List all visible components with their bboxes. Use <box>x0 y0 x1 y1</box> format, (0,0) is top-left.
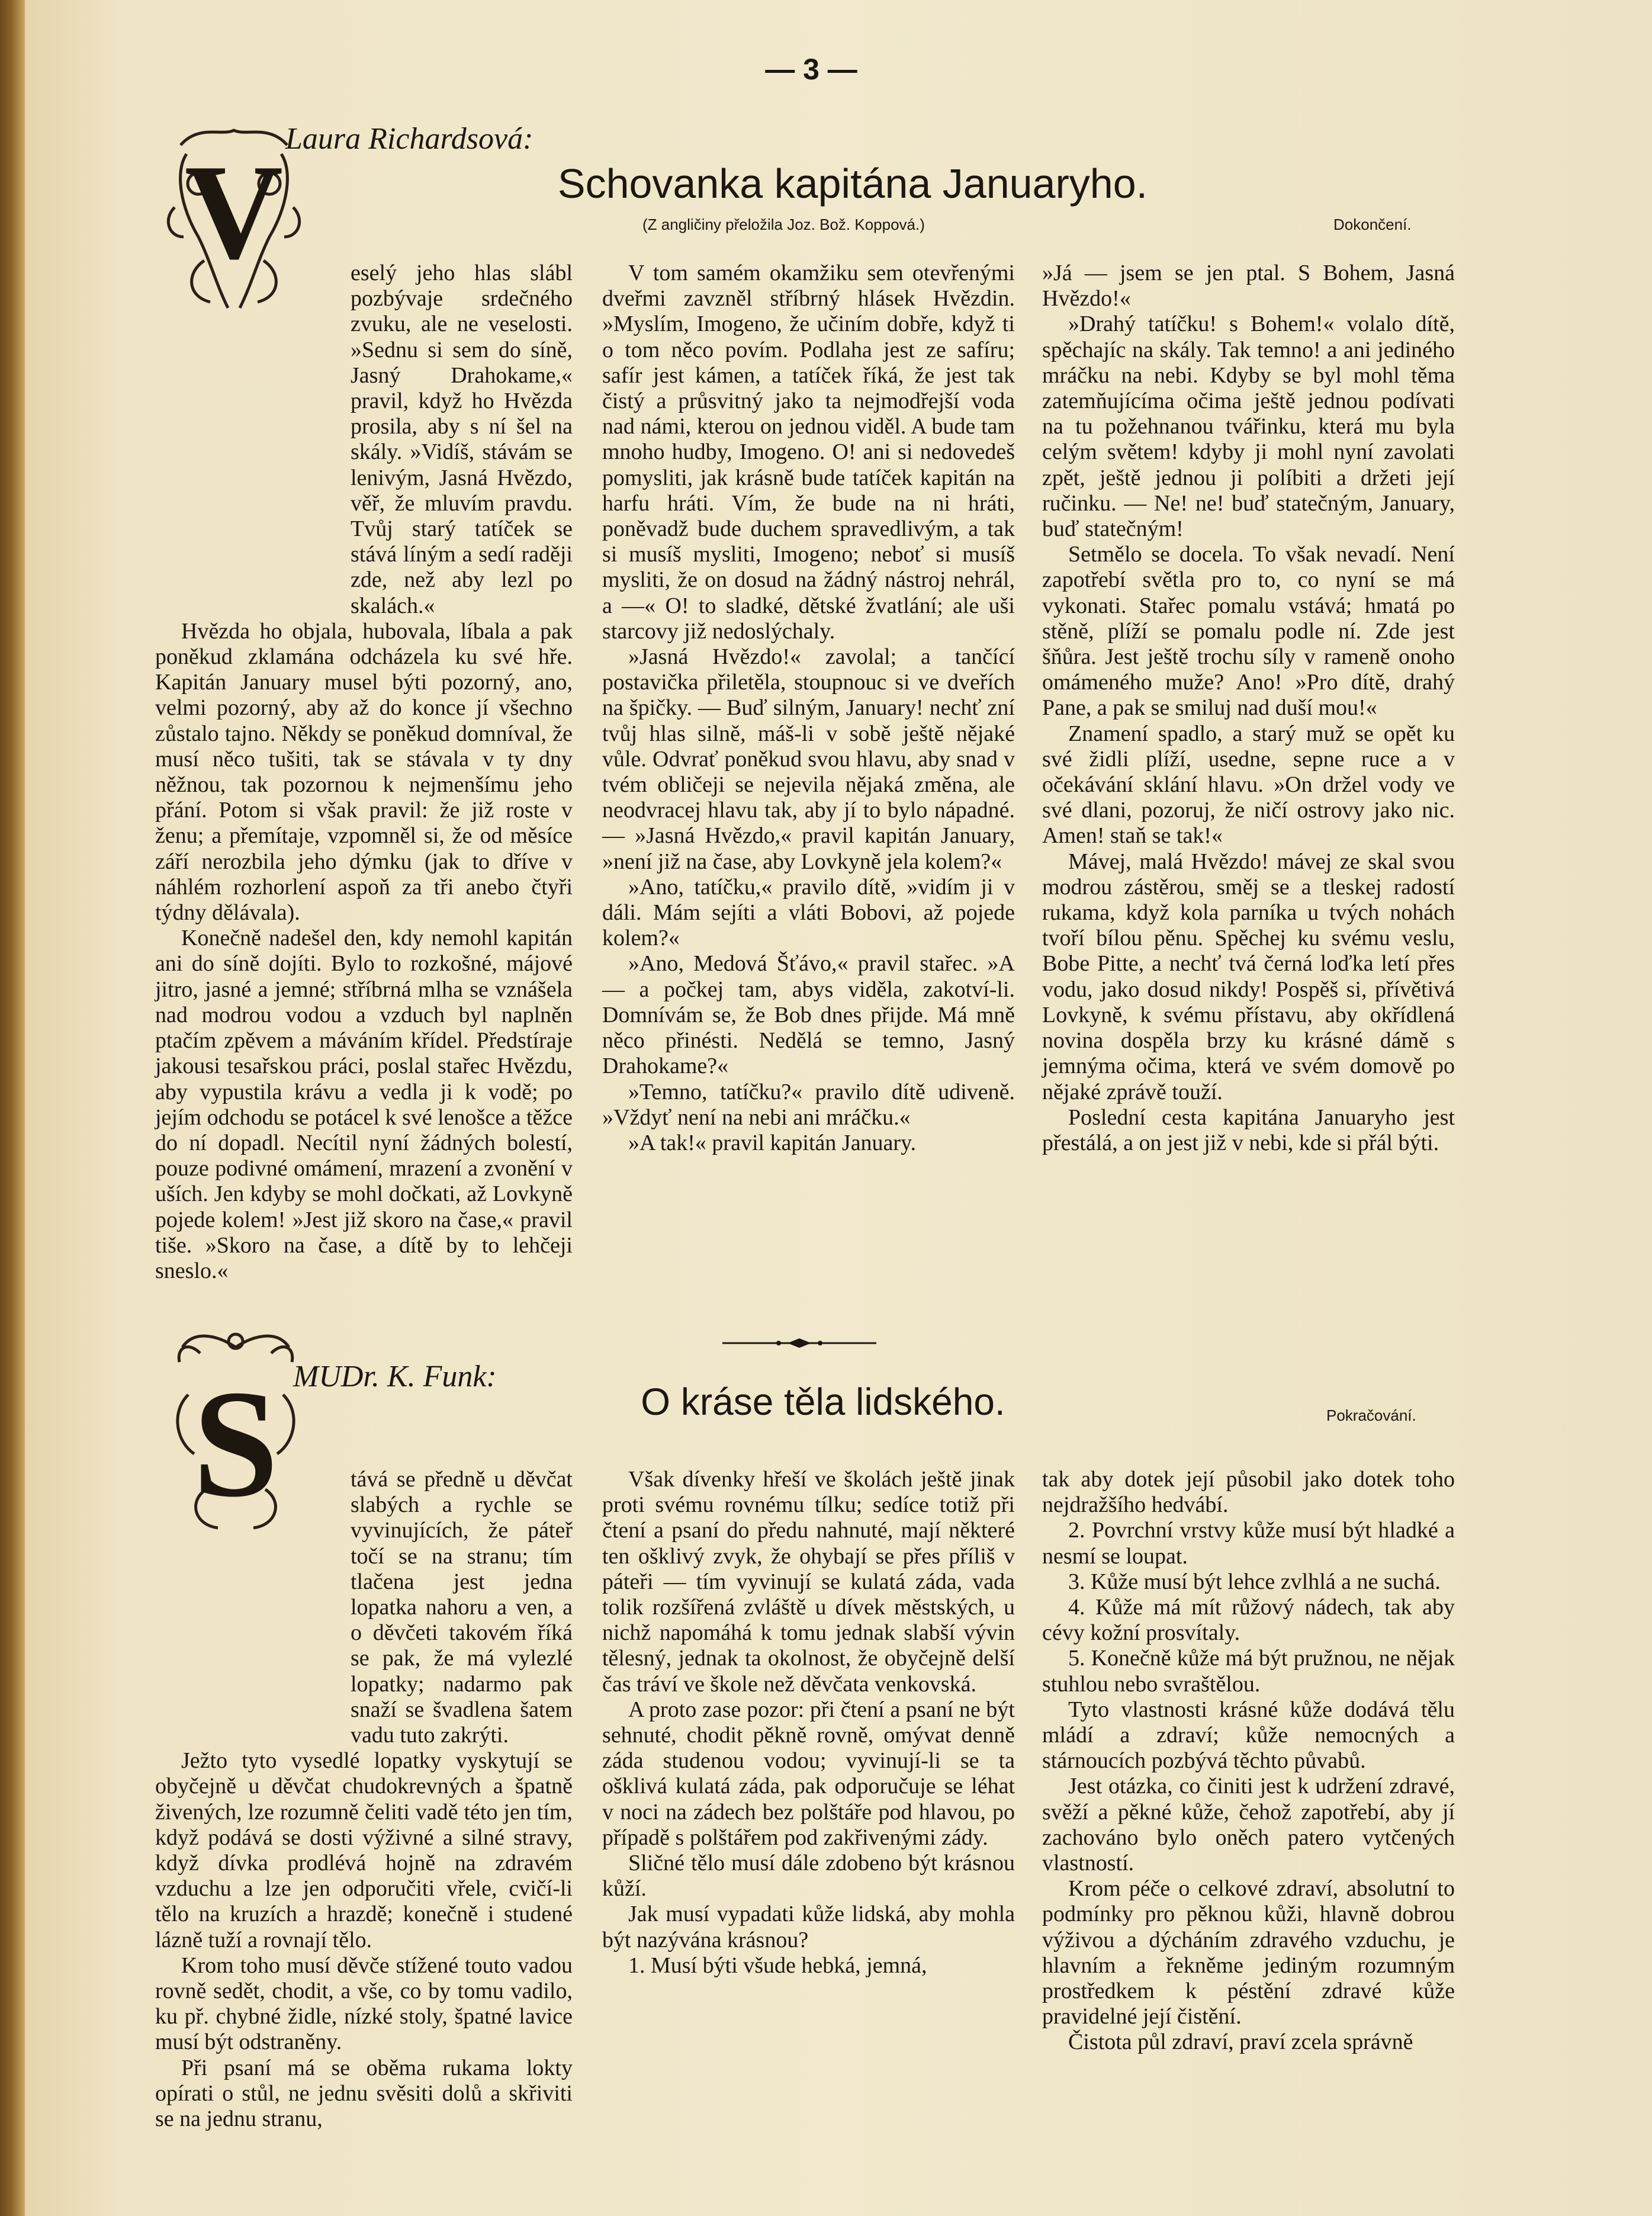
article1-title: Schovanka kapitána Januaryho. <box>557 160 1148 207</box>
paragraph: Sličné tělo musí dále zdobeno být krásnou kůží. <box>602 1851 1015 1902</box>
initial-letter: V <box>184 136 284 287</box>
ornamental-divider <box>722 1337 876 1349</box>
article1-author: Laura Richardsová: <box>285 122 533 156</box>
paragraph: »Já — jsem se jen ptal. S Bohem, Jasná Hvězdo!« <box>1042 261 1455 311</box>
paragraph: »Drahý tatíčku! s Bohem!« volalo dítě, spěchajíc na skály. Tak temno! a ani jediného mráčku na nebi. Kdyby se byl mohl těma zatemňujícíma očima ještě jednou podívati na tu požehnanou tvářinku, která mu byla celým světem! kdyby ji mohl nyní zavolati zpět, ještě jednou ji políbiti a držeti její ručinku. — Ne! ne! buď statečným, January, buď statečným! <box>1042 311 1455 542</box>
page-number: — 3 — <box>765 53 857 86</box>
initial-letter: S <box>192 1358 279 1529</box>
paragraph: 3. Kůže musí být lehce zvlhlá a ne suchá. <box>1068 1569 1441 1594</box>
paragraph: Jak musí vypadati kůže lidská, aby mohla být nazývána krásnou? <box>602 1902 1015 1952</box>
paragraph: Jest otázka, co činiti jest k udržení zdravé, svěží a pěkné kůže, čehož zapotřebí, aby jí zachováno bylo oněch patero vytčených vlastností. <box>1042 1774 1455 1876</box>
article2-column-2 <box>602 1467 1015 1979</box>
article2-author: MUDr. K. Funk: <box>293 1360 497 1393</box>
paragraph: Mávej, malá Hvězdo! mávej ze skal svou modrou zástěrou, směj se a tleskej radostí rukama, když kola parníka u tvých nohách tvoří bílou pěnu. Spěchej ku svému veslu, Bobe Pitte, a nechť tvá černá loďka letí přes vodu, jako dosud nikdy! Pospěš si, přívětivá Lovkyně, k svému přístavu, aby okřídlená novina dospěla brzy ku krásné dámě s jemnýma očima, která ve svém domově po nějaké zprávě touží. <box>1042 849 1455 1104</box>
paragraph: 4. Kůže má mít růžový nádech, tak aby cévy kožní prosvítaly. <box>1042 1595 1455 1646</box>
article2-continuation: Pokračování. <box>1326 1406 1416 1424</box>
paragraph: Poslední cesta kapitána Januaryho jest přestálá, a on jest již v nebi, kde si přál býti. <box>1042 1104 1455 1155</box>
paragraph: tává se předně u děvčat slabých a rychle se vyvinujících, že páteř točí se na stranu; tím tlačena jest jedna lopatka nahoru a ven, a o děvčeti takovém říká se pak, že má vylezlé lopatky; nadarmo pak snaží se švadlena šatem vadu tuto zakrýti. <box>351 1467 573 1748</box>
paragraph: V tom samém okamžiku sem otevřenými dveřmi zavzněl stříbrný hlásek Hvězdin. »Myslím, Imogeno, že učiním dobře, když ti o tom něco povím. Podlaha jest ze safíru; safír jest kámen, a tatíček říká, že jest tak čistý a průsvitný jako ta nejmodřejší voda nad námi, kterou on jednou viděl. A bude tam mnoho hudby, Imogeno. O! ani si nedovedeš pomysliti, jak krásně bude tatíček kapitán na harfu hráti. Vím, že bude na ni hráti, poněvadž bude duchem spravedlivým, a tak si musíš mysliti, Imogeno; neboť si musíš mysliti, že on dosud na žádný nástroj nehrál, a —« O! to sladké, dětské žvatlání; ale uši starcovy již nedoslýchaly. <box>602 261 1015 644</box>
paragraph: tak aby dotek její působil jako dotek toho nejdražšího hedvábí. <box>1042 1467 1455 1518</box>
article2-title: O kráse těla lidského. <box>641 1380 1005 1423</box>
paragraph: »Temno, tatíčku?« pravilo dítě udiveně. »Vždyť není na nebi ani mráčku.« <box>602 1079 1015 1130</box>
paragraph: »Jasná Hvězdo!« zavolal; a tančící postavička přiletěla, stoupnouc si ve dveřích na špičky. — Buď silným, January! nechť zní tvůj hlas silně, máš-li v sobě ještě nějaké vůle. Odvrať poněkud svou hlavu, aby snad v tvém obličeji se nejevila nějaká změna, ale neodvracej hlavu tak, aby jí to bylo nápadné. — »Jasná Hvězdo,« pravil kapitán January, »není již na čase, aby Lovkyně jela kolem?« <box>602 644 1015 874</box>
article2-column-3 <box>1042 1467 1455 2056</box>
paragraph: Krom péče o celkové zdraví, absolutní to podmínky pro pěknou kůži, hlavně dobrou výživou a dýcháním zdravého vzduchu, je hlavním a řekněme jediným rozumným prostředkem k péstění zdravé kůže pravidelné její čistění. <box>1042 1876 1455 2029</box>
paragraph: Setmělo se docela. To však nevadí. Není zapotřebí světla pro to, co nyní se má vykonati. Stařec pomalu vstává; hmatá po stěně, plíží se pomalu podle ní. Zde jest šňůra. Jest ještě trochu síly v rameně onoho omámeného muže? Ano! »Pro dítě, drahý Pane, a pak se smiluj nad duší mou!« <box>1042 542 1455 721</box>
paragraph: »Ano, Medová Šťávo,« pravil stařec. »A — a počkej tam, abys viděla, zakotví-li. Domnívám se, že Bob dnes přijde. Má mně něco přinésti. Nedělá se temno, Jasný Drahokame?« <box>602 951 1015 1079</box>
paragraph: 5. Konečně kůže má být pružnou, ne nějak stuhlou nebo svraštělou. <box>1042 1646 1455 1697</box>
article1-continuation: Dokončení. <box>1333 216 1412 233</box>
paragraph: Tyto vlastnosti krásné kůže dodává tělu mládí a zdraví; kůže nemocných a stárnoucích pozbývá těchto půvabů. <box>1042 1697 1455 1774</box>
article2-column-1 <box>155 1467 573 2132</box>
article1-column-2 <box>602 261 1015 1156</box>
paragraph: Při psaní má se oběma rukama lokty opírati o stůl, ne jednu svěsiti dolů a skřiviti se na jednu stranu, <box>155 2055 573 2132</box>
article1-column-1 <box>155 261 573 1284</box>
paragraph: »A tak!« pravil kapitán January. <box>628 1130 917 1155</box>
paragraph: 1. Musí býti všude hebká, jemná, <box>628 1952 927 1978</box>
book-spine <box>0 0 25 2216</box>
paragraph: Ježto tyto vysedlé lopatky vyskytují se obyčejně u děvčat chudokrevných a špatně živených, lze rozumně čeliti vadě této jen tím, když podává se dosti výživné a silné stravy, když dívka prodlévá hojně na zdravém vzduchu a lze jen odporučiti vřele, cvičí-li tělo na kruzích a hrazdě; konečně i studené lázně tuží a rovnají tělo. <box>155 1748 573 1952</box>
paragraph: Krom toho musí děvče stížené touto vadou rovně sedět, chodit, a vše, co by tomu vadilo, ku př. chybné židle, nízké stoly, špatné lavice musí být odstraněny. <box>155 1952 573 2055</box>
paragraph: Čistota půl zdraví, praví zcela správně <box>1068 2029 1413 2055</box>
paragraph: Hvězda ho objala, hubovala, líbala a pak poněkud zklamána odcházela ku své hře. Kapitán January musel býti pozorný, ano, velmi pozorný, aby až do konce jí všechno zůstalo tajno. Někdy se poněkud domníval, že musí něco tušiti, tak se stávala v ty dny něžnou, tak pozornou k nejmenšímu jeho přání. Potom si však pravil: že již roste v ženu; a přemítaje, vzpomněl si, že od měsíce září nerozbila jeho dýmku (jak to dříve v náhlém rozhorlení aspoň za tři anebo čtyři týdny dělávala). <box>155 618 573 926</box>
paragraph: »Ano, tatíčku,« pravilo dítě, »vidím ji v dáli. Mám sejíti a vláti Bobovi, až pojede kolem?« <box>602 874 1015 951</box>
paragraph: Konečně nadešel den, kdy nemohl kapitán ani do síně dojíti. Bylo to rozkošné, májové jitro, jasné a jemné; stříbrná mlha se vznášela nad modrou vodou a vzduch byl naplněn ptačím zpěvem a máváním křídel. Předstíraje jakousi tesařskou práci, poslal stařec Hvězdu, aby vypustila krávu a vedla ji k vodě; po jejím odchodu se potácel k své lenošce a těžce do ní dopadl. Necítil nyní žádných bolestí, pouze podivné omámení, mrazení a zvonění v uších. Jen kdyby se mohl dočkati, až Lovkyně pojede kolem! »Jest již skoro na čase,« pravil tiše. »Skoro na čase, a dítě by to lehčeji sneslo.« <box>155 926 573 1283</box>
paragraph: A proto zase pozor: při čtení a psaní ne být sehnuté, chodit pěkně rovně, omývat denně záda studenou vodou; vyvinují-li se ta ošklivá kulatá záda, pak odporučuje se léhat v noci na zádech bez polštáře pod hlavou, po případě s polštářem pod zakřivenými zády. <box>602 1697 1015 1850</box>
paragraph: eselý jeho hlas slábl pozbývaje srdečného zvuku, ale ne veselosti. »Sednu si sem do síně, Jasný Drahokame,« pravil, když ho Hvězda prosila, aby s ní šel na skály. »Vidíš, stávám se lenivým, Jasná Hvězdo, věř, že mluvím pravdu. Tvůj starý tatíček se stává líným a sedí raději zde, než aby lezl po skalách.« <box>351 261 573 618</box>
paragraph: 2. Povrchní vrstvy kůže musí být hladké a nesmí se loupat. <box>1042 1518 1455 1569</box>
paragraph: Však dívenky hřeší ve školách ještě jinak proti svému rovnému tílku; sedíce totiž při čtení a psaní do předu nahnuté, mají některé ten ošklivý zvyk, že ohybají se přes příliš v páteři — tím vyvinují se kulatá záda, vada tolik rozšířená zvláště u dívek městských, u nichž napomáhá k tomu jednak slabší vývin tělesný, jednak ta okolnost, že obyčejně delší čas tráví ve škole než děvčata venkovská. <box>602 1467 1015 1697</box>
paragraph: Znamení spadlo, a starý muž se opět ku své židli plíží, usedne, sepne ruce a v očekávání sklání hlavu. »On držel vody ve své dlani, pozoruj, že ničí ostrovy jako nic. Amen! staň se tak!« <box>1042 721 1455 849</box>
article1-column-3 <box>1042 261 1455 1156</box>
article1-translation-note: (Z angličiny přeložila Joz. Bož. Koppová.) <box>642 216 925 233</box>
